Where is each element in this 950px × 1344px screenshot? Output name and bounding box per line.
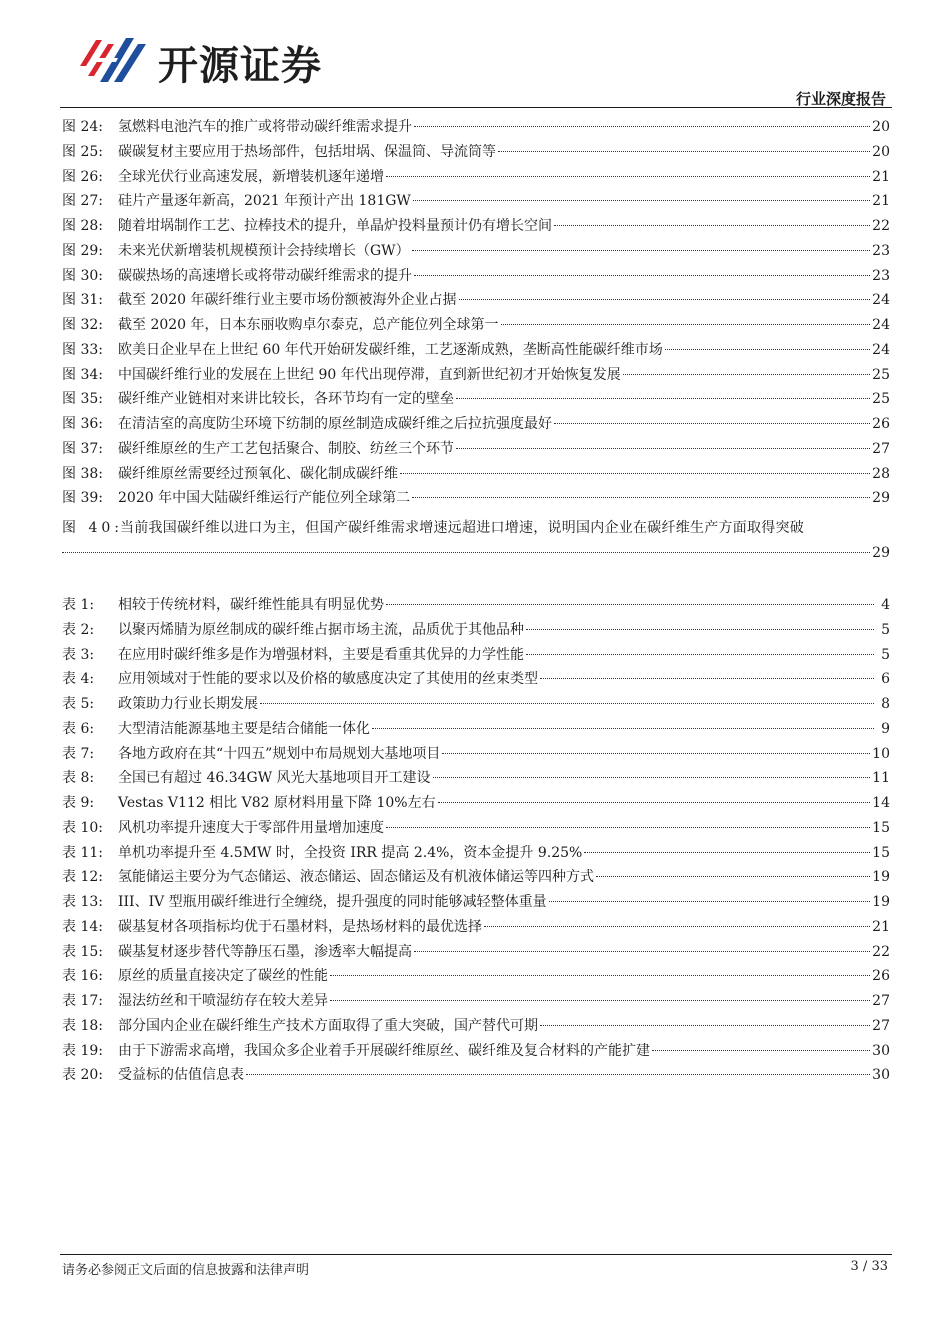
toc-entry-page: 20 bbox=[872, 119, 890, 135]
toc-entry-number: 表 17: bbox=[62, 993, 103, 1009]
toc-entry-page: 27 bbox=[872, 993, 890, 1009]
toc-entry-page: 11 bbox=[872, 770, 890, 787]
toc-entry-table-9[interactable] bbox=[62, 793, 890, 813]
toc-entry-page: 23 bbox=[872, 242, 890, 259]
toc-leader-dots bbox=[652, 1050, 870, 1051]
toc-entry-title: 中国碳纤维行业的发展在上世纪 90 年代出现停滞，直到新世纪初才开始恢复发展 bbox=[118, 366, 621, 383]
toc-leader-dots bbox=[484, 926, 870, 927]
toc-entry-number: 图 29: bbox=[62, 242, 103, 259]
toc-entry-number: 表 16: bbox=[62, 968, 103, 985]
toc-entry-title: 氢能储运主要分为气态储运、液态储运、固态储运及有机液体储运等四种方式 bbox=[118, 869, 594, 886]
toc-entry-figure-15[interactable] bbox=[62, 464, 890, 484]
toc-leader-dots bbox=[554, 225, 870, 226]
toc-leader-dots bbox=[246, 1074, 870, 1075]
toc-entry-table-15[interactable] bbox=[62, 942, 890, 962]
toc-entry-table-19[interactable] bbox=[62, 1041, 890, 1061]
toc-entry-table-1[interactable] bbox=[62, 595, 890, 615]
toc-entry-title: 碳纤维产业链相对来讲比较长，各环节均有一定的壁垒 bbox=[118, 391, 454, 408]
toc-entry-table-6[interactable] bbox=[62, 719, 890, 739]
toc-entry-title: 单机功率提升至 4.5MW 时，全投资 IRR 提高 2.4%，资本金提升 9.25% bbox=[118, 844, 583, 861]
toc-entry-title: 2020 年中国大陆碳纤维运行产能位列全球第二 bbox=[118, 490, 411, 507]
toc-entry-title: 硅片产量逐年新高，2021 年预计产出 181GW bbox=[118, 193, 411, 210]
toc-entry-page: 24 bbox=[872, 292, 890, 309]
toc-entry-page: 8 bbox=[881, 696, 890, 712]
toc-leader-dots bbox=[412, 250, 871, 251]
toc-entry-page: 22 bbox=[872, 218, 890, 234]
toc-entry-figure-13[interactable] bbox=[62, 414, 890, 434]
toc-entry-figure-10[interactable] bbox=[62, 340, 890, 360]
toc-entry-number: 表 15: bbox=[62, 943, 103, 960]
toc-entry-number: 图 38: bbox=[62, 465, 103, 482]
toc-entry-table-18[interactable] bbox=[62, 1016, 890, 1036]
toc-entry-number: 表 4: bbox=[62, 671, 95, 688]
toc-entry-page: 25 bbox=[872, 391, 890, 408]
toc-entry-table-8[interactable] bbox=[62, 768, 890, 788]
toc-entry-page: 15 bbox=[872, 819, 890, 836]
toc-entry-title: 随着坩埚制作工艺、拉棒技术的提升，单晶炉投料量预计仍有增长空间 bbox=[118, 218, 552, 234]
toc-entry-page: 19 bbox=[872, 894, 890, 910]
page-number: 3 / 33 bbox=[850, 1259, 888, 1274]
toc-leader-dots bbox=[526, 629, 874, 630]
toc-entry-number: 表 8: bbox=[62, 770, 95, 787]
toc-entry-figure-4[interactable] bbox=[62, 191, 890, 211]
toc-entry-title: 政策助力行业长期发展 bbox=[118, 696, 258, 712]
toc-leader-dots bbox=[330, 1000, 870, 1001]
toc-entry-table-10[interactable] bbox=[62, 818, 890, 838]
brand-name: 开源证券 bbox=[158, 43, 322, 89]
toc-leader-dots bbox=[386, 604, 874, 605]
toc-entry-number: 图 33: bbox=[62, 341, 103, 358]
toc-leader-dots bbox=[386, 176, 870, 177]
toc-entry-figure-12[interactable] bbox=[62, 389, 890, 409]
toc-entry-figure-16[interactable] bbox=[62, 488, 890, 508]
toc-entry-page: 24 bbox=[872, 317, 890, 333]
toc-entry-page: 9 bbox=[881, 720, 890, 737]
toc-entry-title: 湿法纺丝和干喷湿纺存在较大差异 bbox=[118, 993, 328, 1009]
toc-entry-title: 大型清洁能源基地主要是结合储能一体化 bbox=[118, 720, 370, 737]
toc-entry-page: 28 bbox=[872, 465, 890, 482]
toc-leader-dots bbox=[386, 827, 870, 828]
toc-entry-number: 表 6: bbox=[62, 720, 95, 737]
toc-entry-table-20[interactable] bbox=[62, 1065, 890, 1085]
toc-entry-number: 表 10: bbox=[62, 819, 103, 836]
toc-entry-number: 图 25: bbox=[62, 143, 103, 160]
toc-entry-number: 表 2: bbox=[62, 621, 95, 638]
toc-entry-page: 4 bbox=[881, 597, 890, 613]
toc-entry-number: 表 5: bbox=[62, 696, 95, 712]
toc-entry-title: 全国已有超过 46.34GW 风光大基地项目开工建设 bbox=[118, 770, 431, 787]
toc-entry-number: 表 19: bbox=[62, 1042, 103, 1059]
toc-entry-number: 表 7: bbox=[62, 745, 95, 762]
toc-entry-number: 图 32: bbox=[62, 317, 103, 333]
toc-entry-title: 风机功率提升速度大于零部件用量增加速度 bbox=[118, 819, 384, 836]
toc-leader-dots bbox=[526, 654, 874, 655]
toc-entry-number: 图 40: bbox=[62, 520, 123, 536]
toc-entry-page: 21 bbox=[872, 918, 890, 935]
toc-leader-dots bbox=[414, 951, 870, 952]
toc-leader-dots bbox=[400, 473, 870, 474]
toc-entry-page: 25 bbox=[872, 366, 890, 383]
toc-leader-dots bbox=[414, 126, 870, 127]
toc-entry-title: 相较于传统材料，碳纤维性能具有明显优势 bbox=[118, 597, 384, 613]
toc-entry-page: 27 bbox=[872, 440, 890, 457]
toc-entry-number: 表 11: bbox=[62, 844, 103, 861]
toc-entry-page: 21 bbox=[872, 193, 890, 210]
toc-leader-dots bbox=[438, 802, 871, 803]
toc-leader-dots bbox=[584, 852, 870, 853]
toc-entry-number: 图 30: bbox=[62, 267, 103, 284]
toc-entry-title: 以聚丙烯腈为原丝制成的碳纤维占据市场主流，品质优于其他品种 bbox=[118, 621, 524, 638]
toc-entry-number: 图 39: bbox=[62, 490, 103, 507]
toc-entry-number: 图 37: bbox=[62, 440, 103, 457]
toc-entry-table-3[interactable] bbox=[62, 645, 890, 665]
toc-entry-number: 表 9: bbox=[62, 795, 95, 811]
toc-entry-figure-6[interactable] bbox=[62, 241, 890, 261]
toc-entry-table-7[interactable] bbox=[62, 744, 890, 764]
footer-divider bbox=[60, 1254, 892, 1255]
toc-entry-page: 14 bbox=[872, 795, 890, 811]
toc-leader-dots bbox=[260, 703, 874, 704]
toc-entry-table-16[interactable] bbox=[62, 966, 890, 986]
toc-entry-title: 碳基复材各项指标均优于石墨材料，是热场材料的最优选择 bbox=[118, 918, 482, 935]
toc-entry-title: 截至 2020 年，日本东丽收购卓尔泰克，总产能位列全球第一 bbox=[118, 317, 499, 333]
toc-entry-page: 10 bbox=[872, 745, 890, 762]
toc-entry-title: 碳纤维原丝需要经过预氧化、碳化制成碳纤维 bbox=[118, 465, 398, 482]
toc-entry-number: 表 18: bbox=[62, 1017, 103, 1034]
toc-leader-dots bbox=[414, 275, 870, 276]
toc-entry-title: 原丝的质量直接决定了碳丝的性能 bbox=[118, 968, 328, 985]
toc-entry-title: 全球光伏行业高速发展，新增装机逐年递增 bbox=[118, 168, 384, 185]
toc-entry-figure-8[interactable] bbox=[62, 290, 890, 310]
toc-entry-page: 27 bbox=[872, 1017, 890, 1034]
toc-entry-title: 欧美日企业早在上世纪 60 年代开始研发碳纤维，工艺逐渐成熟，垄断高性能碳纤维市场 bbox=[118, 341, 663, 358]
toc-entry-number: 表 1: bbox=[62, 597, 95, 613]
toc-entry-title: 受益标的估值信息表 bbox=[118, 1067, 244, 1084]
toc-entry-title: 未来光伏新增装机规模预计会持续增长（GW） bbox=[118, 242, 410, 259]
toc-entry-page: 26 bbox=[872, 416, 890, 432]
toc-entry-table-5[interactable] bbox=[62, 694, 890, 714]
toc-entry-page: 29 bbox=[872, 490, 890, 507]
toc-entry-title: 由于下游需求高增，我国众多企业着手开展碳纤维原丝、碳纤维及复合材料的产能扩建 bbox=[118, 1042, 650, 1059]
header-divider bbox=[60, 107, 892, 108]
toc-entry-page: 20 bbox=[872, 143, 890, 160]
toc-entry-page: 5 bbox=[881, 646, 890, 663]
toc-leader-dots bbox=[540, 1025, 870, 1026]
toc-leader-dots bbox=[330, 975, 870, 976]
toc-entry-page: 15 bbox=[872, 844, 890, 861]
toc-leader-dots bbox=[459, 299, 871, 300]
toc-entry-table-12[interactable] bbox=[62, 867, 890, 887]
toc-entry-title: 碳基复材逐步替代等静压石墨，渗透率大幅提高 bbox=[118, 943, 412, 960]
toc-entry-number: 表 14: bbox=[62, 918, 103, 935]
toc-entry-title: 当前我国碳纤维以进口为主，但国产碳纤维需求增速远超进口增速，说明国内企业在碳纤维生产方面取得突破 bbox=[120, 520, 804, 536]
toc-entry-page: 23 bbox=[872, 267, 890, 284]
toc-entry-page: 6 bbox=[881, 671, 890, 688]
toc-entry-figure-7[interactable] bbox=[62, 266, 890, 286]
toc-entry-page: 24 bbox=[872, 341, 890, 358]
toc-entry-page: 19 bbox=[872, 869, 890, 886]
toc-entry-figure-5[interactable] bbox=[62, 216, 890, 236]
toc-leader-dots bbox=[412, 497, 870, 498]
toc-entry-number: 图 31: bbox=[62, 292, 103, 309]
toc-leader-dots bbox=[623, 374, 870, 375]
toc-entry-figure-3[interactable] bbox=[62, 167, 890, 187]
toc-leader-dots bbox=[456, 398, 870, 399]
logo-mark bbox=[80, 38, 146, 82]
toc-leader-dots bbox=[596, 876, 870, 877]
toc-entry-number: 图 34: bbox=[62, 366, 103, 383]
toc-entry-number: 图 26: bbox=[62, 168, 103, 185]
toc-entry-number: 表 13: bbox=[62, 894, 103, 910]
toc-entry-table-14[interactable] bbox=[62, 917, 890, 937]
toc-entry-page: 30 bbox=[872, 1042, 890, 1059]
toc-leader-dots bbox=[372, 728, 874, 729]
toc-entry-title: 氢燃料电池汽车的推广或将带动碳纤维需求提升 bbox=[118, 119, 412, 135]
toc-entry-number: 图 36: bbox=[62, 416, 103, 432]
toc-leader-dots bbox=[498, 151, 870, 152]
toc-leader-dots bbox=[456, 448, 870, 449]
toc-leader-dots bbox=[501, 324, 871, 325]
toc-entry-number: 表 20: bbox=[62, 1067, 103, 1084]
toc-entry-table-13[interactable] bbox=[62, 892, 890, 912]
toc-entry-figure-14[interactable] bbox=[62, 439, 890, 459]
toc-entry-figure-40[interactable] bbox=[62, 518, 890, 563]
toc-entry-page: 29 bbox=[872, 545, 890, 561]
toc-entry-number: 图 28: bbox=[62, 218, 103, 234]
toc-entry-number: 表 3: bbox=[62, 646, 95, 663]
toc-entry-figure-9[interactable] bbox=[62, 315, 890, 335]
page-header bbox=[0, 0, 950, 110]
report-type-label: 行业深度报告 bbox=[795, 90, 886, 108]
toc-leader-dots bbox=[549, 901, 870, 902]
toc-entry-title: 应用领域对于性能的要求以及价格的敏感度决定了其使用的丝束类型 bbox=[118, 671, 538, 688]
toc-leader-dots bbox=[433, 777, 871, 778]
toc-leader-dots bbox=[540, 678, 874, 679]
toc-leader-dots bbox=[442, 753, 870, 754]
toc-entry-title: 碳碳热场的高速增长或将带动碳纤维需求的提升 bbox=[118, 267, 412, 284]
toc-entry-title: 在应用时碳纤维多是作为增强材料，主要是看重其优异的力学性能 bbox=[118, 646, 524, 663]
toc-entry-figure-1[interactable] bbox=[62, 117, 890, 137]
toc-entry-title: Vestas V112 相比 V82 原材料用量下降 10%左右 bbox=[118, 795, 436, 811]
toc-leader-dots bbox=[554, 423, 870, 424]
toc-entry-figure-11[interactable] bbox=[62, 365, 890, 385]
toc-entry-title: 各地方政府在其“十四五”规划中布局规划大基地项目 bbox=[118, 745, 441, 762]
toc-entry-title: III、IV 型瓶用碳纤维进行全缠绕，提升强度的同时能够减轻整体重量 bbox=[118, 894, 547, 910]
toc-entry-table-11[interactable] bbox=[62, 843, 890, 863]
toc-entry-page: 5 bbox=[881, 621, 890, 638]
toc-leader-dots bbox=[665, 349, 870, 350]
toc-entry-figure-2[interactable] bbox=[62, 142, 890, 162]
toc-entry-page: 30 bbox=[872, 1067, 890, 1084]
toc-leader-dots bbox=[62, 552, 870, 553]
toc-entry-number: 图 27: bbox=[62, 193, 103, 210]
toc-entry-title: 在清洁室的高度防尘环境下纺制的原丝制造成碳纤维之后拉抗强度最好 bbox=[118, 416, 552, 432]
toc-entry-title: 碳碳复材主要应用于热场部件，包括坩埚、保温筒、导流筒等 bbox=[118, 143, 496, 160]
toc-leader-dots bbox=[413, 200, 870, 201]
toc-entry-table-2[interactable] bbox=[62, 620, 890, 640]
toc-entry-page: 22 bbox=[872, 943, 890, 960]
toc-entry-title: 部分国内企业在碳纤维生产技术方面取得了重大突破，国产替代可期 bbox=[118, 1017, 538, 1034]
toc-entry-page: 21 bbox=[872, 168, 890, 185]
toc-entry-page: 26 bbox=[872, 968, 890, 985]
toc-entry-table-4[interactable] bbox=[62, 669, 890, 689]
toc-entry-table-17[interactable] bbox=[62, 991, 890, 1011]
toc-entry-title: 碳纤维原丝的生产工艺包括聚合、制胶、纺丝三个环节 bbox=[118, 440, 454, 457]
toc-entry-number: 表 12: bbox=[62, 869, 103, 886]
toc-entry-title: 截至 2020 年碳纤维行业主要市场份额被海外企业占据 bbox=[118, 292, 457, 309]
toc-entry-number: 图 24: bbox=[62, 119, 103, 135]
footer-disclaimer: 请务必参阅正文后面的信息披露和法律声明 bbox=[62, 1263, 310, 1278]
toc-entry-number: 图 35: bbox=[62, 391, 103, 408]
